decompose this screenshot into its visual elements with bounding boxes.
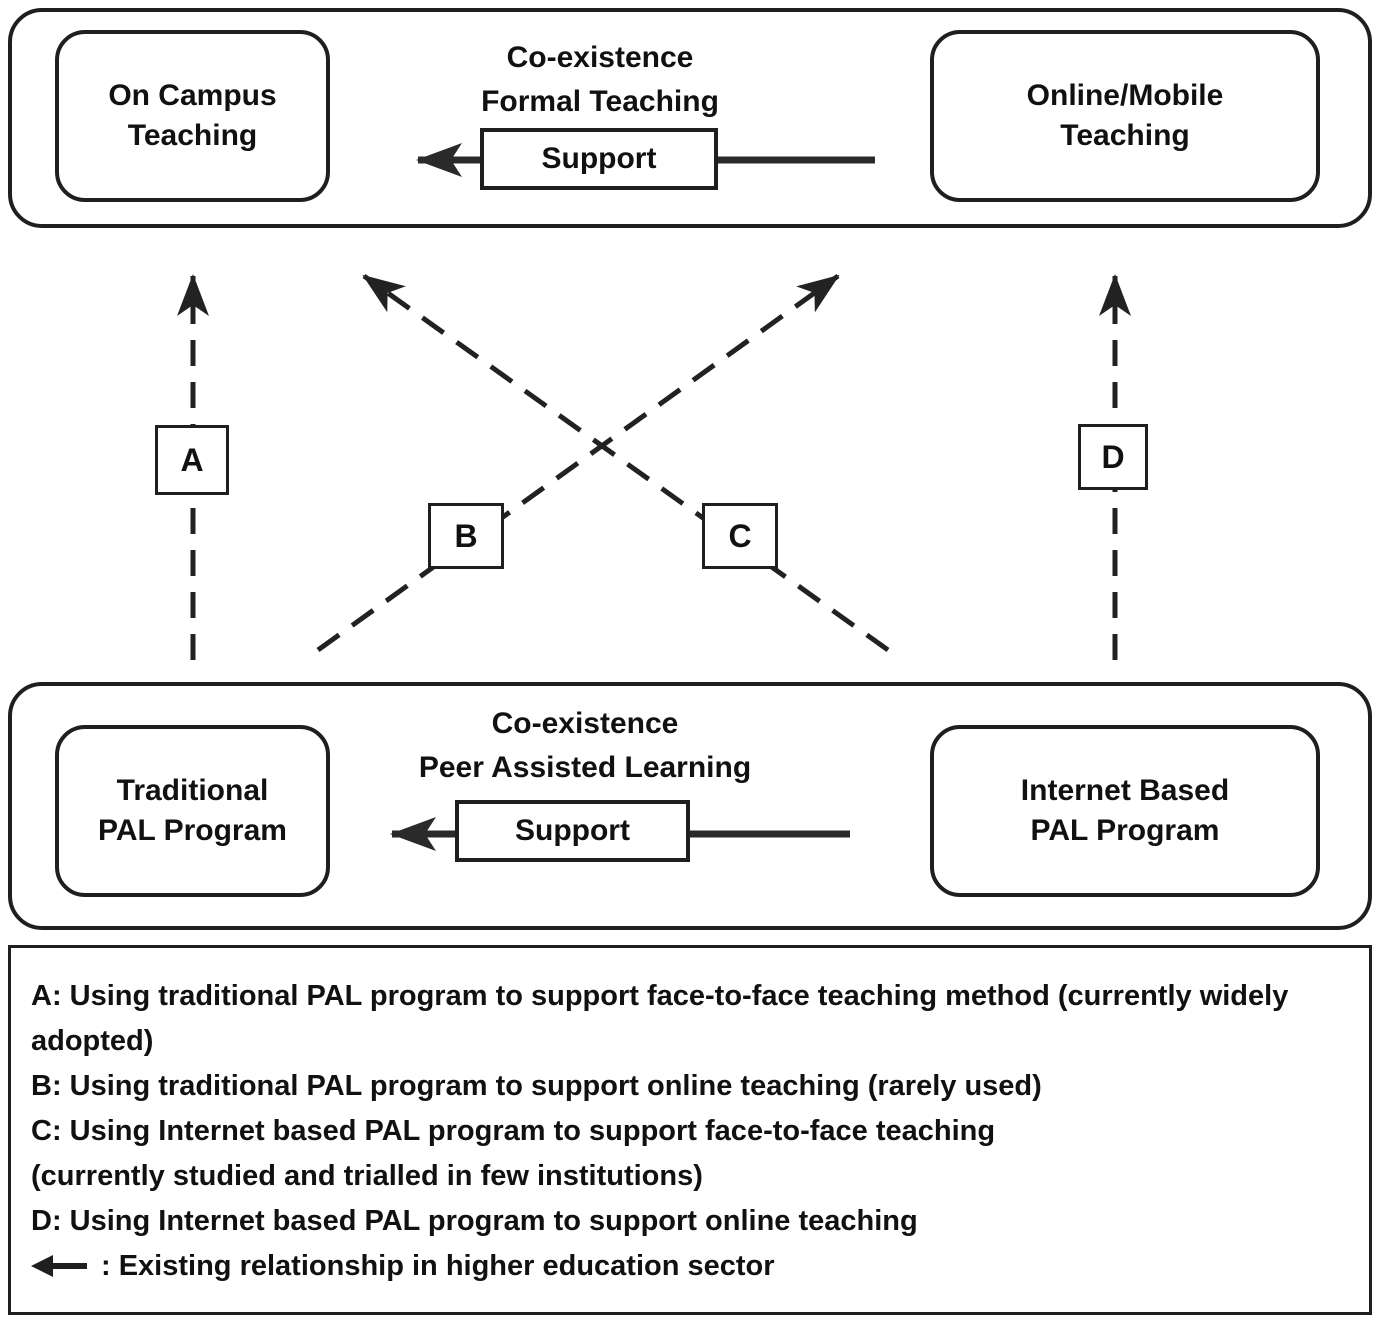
internet-based-pal-box xyxy=(930,725,1320,897)
legend-item-c: C: Using Internet based PAL program to support face-to-face teaching xyxy=(31,1114,996,1147)
online-line1: Online/Mobile xyxy=(1026,78,1224,112)
internet-line1: Internet Based xyxy=(1020,773,1230,807)
online-line2: Teaching xyxy=(1060,119,1190,152)
legend-item-d: D: Using Internet based PAL program to support online teaching xyxy=(31,1204,918,1237)
connector-label-a: A xyxy=(155,425,229,495)
on-campus-teaching-box xyxy=(55,30,330,202)
internet-line2: PAL Program xyxy=(1030,814,1220,847)
online-mobile-teaching-box xyxy=(930,30,1320,202)
arrow-c xyxy=(364,276,888,650)
bottom-support-box: Support xyxy=(455,800,690,862)
on-campus-line2: Teaching xyxy=(127,119,258,152)
connector-label-d: D xyxy=(1078,424,1148,490)
traditional-line1: Traditional xyxy=(116,773,269,807)
coexistence-pal-title xyxy=(365,702,805,789)
connector-label-b: B xyxy=(428,503,504,569)
pal-title-line1: Co-existence xyxy=(491,707,679,740)
legend-item-c-note: (currently studied and trialled in few institutions) xyxy=(31,1159,703,1192)
on-campus-line1: On Campus xyxy=(108,78,277,112)
formal-title-line2: Formal Teaching xyxy=(481,84,719,118)
coexistence-formal-title xyxy=(380,36,820,123)
legend-item-a: A: Using traditional PAL program to support face-to-face teaching method (currently widely adopted) xyxy=(31,980,1289,1057)
legend-arrow-item xyxy=(31,1244,1347,1289)
legend-arrow-text: : Existing relationship in higher education sector xyxy=(101,1249,775,1282)
top-support-box: Support xyxy=(480,128,718,190)
left-arrow-icon xyxy=(31,1252,89,1280)
traditional-pal-box xyxy=(55,725,330,897)
pal-title-line2: Peer Assisted Learning xyxy=(418,750,752,784)
connector-label-c: C xyxy=(702,503,778,569)
legend-box xyxy=(8,945,1372,1315)
formal-title-line1: Co-existence xyxy=(506,41,694,74)
arrow-b xyxy=(318,276,838,650)
legend-item-b: B: Using traditional PAL program to support online teaching (rarely used) xyxy=(31,1069,1042,1102)
traditional-line2: PAL Program xyxy=(98,814,287,847)
